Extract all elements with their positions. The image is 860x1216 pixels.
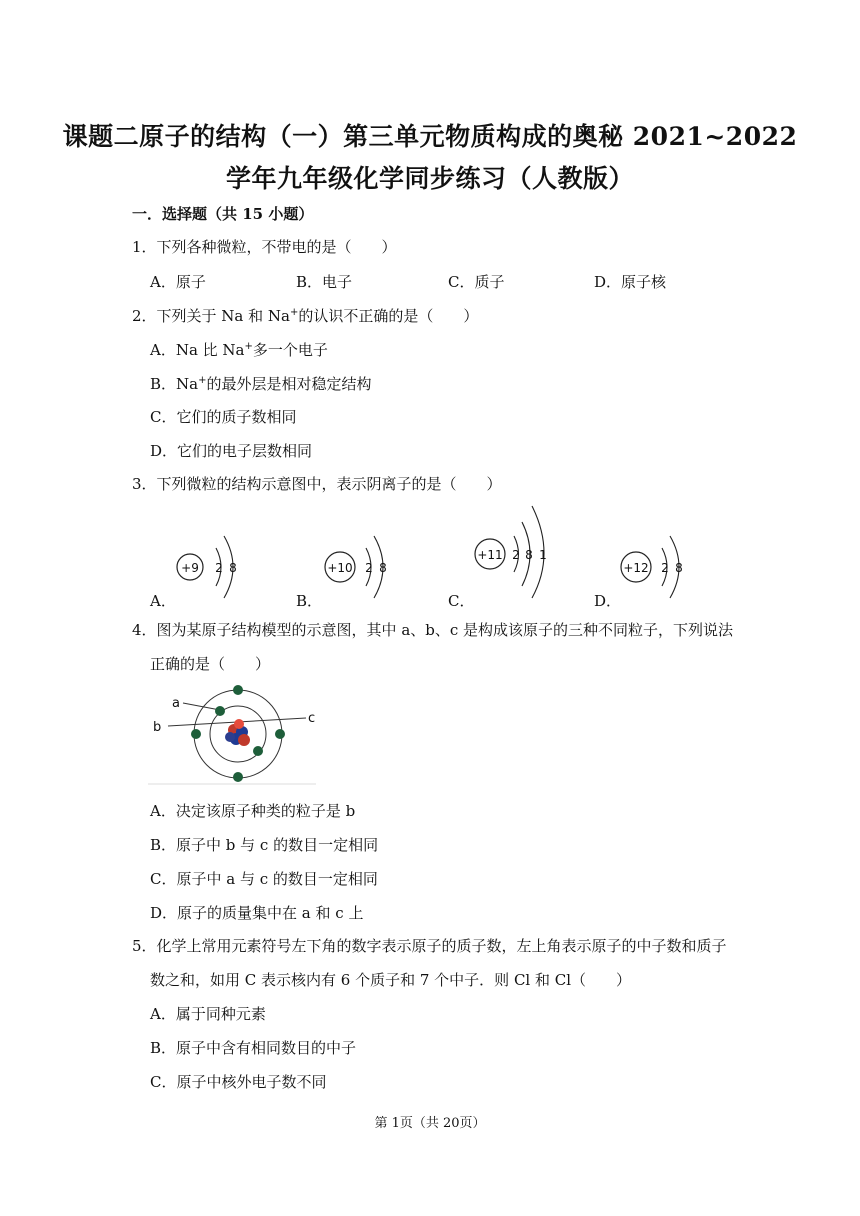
nucleus-label: +10 xyxy=(327,561,353,575)
nucleus-label: +12 xyxy=(623,561,649,575)
shell-count: 2 xyxy=(365,561,373,575)
q4-option-a: A．决定该原子种类的粒子是 b xyxy=(150,802,356,820)
q5-stem-line2: 数之和，如用 C 表示核内有 6 个质子和 7 个中子．则 Cl 和 Cl（ ） xyxy=(150,971,632,989)
q3-stem: 3．下列微粒的结构示意图中，表示阴离子的是（ ） xyxy=(132,475,502,493)
q4-stem-line2: 正确的是（ ） xyxy=(150,655,271,673)
nucleus-label: +9 xyxy=(181,561,199,575)
q1-option-d: D．原子核 xyxy=(594,273,667,291)
label-c: c xyxy=(308,711,316,726)
q5-option-a: A．属于同种元素 xyxy=(150,1005,266,1023)
q4-option-d: D．原子的质量集中在 a 和 c 上 xyxy=(150,904,364,922)
shell-count: 8 xyxy=(229,561,237,575)
shell-count: 8 xyxy=(675,561,683,575)
q4-atom-model-image xyxy=(148,680,320,788)
shell-count: 2 xyxy=(215,561,223,575)
shell-count: 8 xyxy=(525,548,533,562)
q3-label-d: D． xyxy=(594,592,622,610)
q2-option-c: C．它们的质子数相同 xyxy=(150,408,297,426)
q4-stem-line1: 4．图为某原子结构模型的示意图，其中 a、b、c 是构成该原子的三种不同粒子，下列说法 xyxy=(132,621,734,639)
doc-title-line1: 课题二原子的结构（一）第三单元物质构成的奥秘 2021~2022 xyxy=(62,122,798,151)
q1-stem: 1．下列各种微粒，不带电的是（ ） xyxy=(132,238,397,256)
q3-label-c: C． xyxy=(448,592,475,610)
doc-title-line2: 学年九年级化学同步练习（人教版） xyxy=(225,164,634,193)
q5-stem-line1: 5．化学上常用元素符号左下角的数字表示原子的质子数，左上角表示原子的中子数和质子 xyxy=(132,937,727,955)
q3-label-a: A． xyxy=(150,592,176,610)
q3-atom-diagram-d xyxy=(616,520,706,610)
q2-option-a: A．Na 比 Na+多一个电子 xyxy=(150,341,328,359)
q5-option-b: B．原子中含有相同数目的中子 xyxy=(150,1039,357,1057)
shell-count: 1 xyxy=(539,548,547,562)
q3-atom-diagram-b xyxy=(318,520,408,610)
label-a: a xyxy=(172,696,180,711)
q3-atom-diagram-a xyxy=(168,520,258,610)
q4-option-b: B．原子中 b 与 c 的数目一定相同 xyxy=(150,836,379,854)
q2-option-d: D．它们的电子层数相同 xyxy=(150,442,313,460)
shell-count: 8 xyxy=(379,561,387,575)
shell-count: 2 xyxy=(512,548,520,562)
page-footer: 第 1页（共 20页） xyxy=(374,1116,486,1131)
q2-stem: 2．下列关于 Na 和 Na+的认识不正确的是（ ） xyxy=(132,307,479,325)
q3-label-b: B． xyxy=(296,592,323,610)
q2-option-b: B．Na+的最外层是相对稳定结构 xyxy=(150,375,372,393)
q5-option-c: C．原子中核外电子数不同 xyxy=(150,1073,327,1091)
nucleus-label: +11 xyxy=(477,548,503,562)
q1-option-b: B．电子 xyxy=(296,273,353,291)
label-b: b xyxy=(153,720,162,735)
q3-atom-diagram-c xyxy=(470,500,570,600)
shell-count: 2 xyxy=(661,561,669,575)
section-heading: 一．选择题（共 15 小题） xyxy=(132,205,314,223)
q4-option-c: C．原子中 a 与 c 的数目一定相同 xyxy=(150,870,378,888)
q1-option-a: A．原子 xyxy=(150,273,206,291)
q1-option-c: C．质子 xyxy=(448,273,505,291)
